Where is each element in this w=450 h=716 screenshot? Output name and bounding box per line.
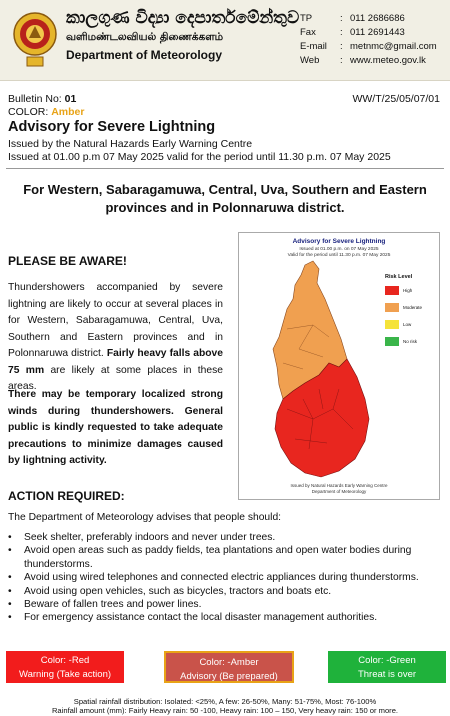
action-heading: ACTION REQUIRED: bbox=[8, 489, 125, 503]
contact-block bbox=[300, 12, 437, 68]
map-legend bbox=[385, 274, 435, 354]
color-value: Amber bbox=[51, 106, 85, 118]
national-emblem-icon bbox=[12, 8, 58, 70]
wind-warning-paragraph: There may be temporary localized strong winds during thundershowers. General public is kindly requested to take adequate precautions to minimize damages caused by lightning activity. bbox=[8, 389, 223, 466]
list-item: • Beware of fallen trees and power lines. bbox=[8, 598, 446, 611]
bulletin-reference: WW/T/25/05/07/01 bbox=[352, 93, 440, 105]
legend-item-high: High bbox=[385, 286, 435, 295]
legend-item-moderate: Moderate bbox=[385, 303, 435, 312]
contact-value: 011 2686686 bbox=[350, 13, 405, 24]
risk-map bbox=[238, 232, 440, 500]
legend-title: Risk Level bbox=[385, 274, 413, 280]
legend-item-no-risk: No risk bbox=[385, 337, 435, 346]
department-name-sinhala: කාලගුණ විද්‍යා දෙපාර්තමේන්තුව bbox=[66, 8, 300, 28]
map-subtitle: Issued at 01.00 p.m. on 07 May 2025 Valid for the period until 11.30 p.m. 07 May 2025 bbox=[287, 247, 391, 258]
map-footer: Issued by Natural Hazards Early Warning Centre Department of Meteorology bbox=[290, 483, 388, 494]
action-intro: The Department of Meteorology advises that people should: bbox=[8, 512, 282, 523]
contact-value: 011 2691443 bbox=[350, 27, 405, 38]
list-item: • Avoid using wired telephones and connected electric appliances during thunderstorms. bbox=[8, 571, 446, 584]
department-name-tamil: வளிமண்டலவியல் திணைக்களம் bbox=[66, 31, 224, 43]
rainfall-emphasis: Fairly heavy falls above 75 mm bbox=[8, 348, 223, 376]
issued-line: Issued at 01.00 p.m 07 May 2025 valid for the period until 11.30 p.m. 07 May 2025 bbox=[8, 151, 391, 163]
color-code-red: Color: -Red Warning (Take action) bbox=[6, 651, 124, 683]
rainfall-amount-note: Rainfall amount (mm): Fairly Heavy rain: 50 -100, Heavy rain: 100 – 150, Very heavy rain: 150 or more. bbox=[51, 706, 399, 715]
email-link[interactable]: metnmc@gmail.com bbox=[350, 41, 437, 52]
website-link[interactable]: www.meteo.gov.lk bbox=[350, 55, 426, 66]
contact-key: Fax bbox=[300, 27, 316, 38]
rainfall-distribution-note: Spatial rainfall distribution: Isolated: <25%, A few: 26-50%, Many: 51-75%, Most: 76-100% bbox=[73, 697, 377, 706]
sri-lanka-map bbox=[243, 259, 387, 481]
legend-swatch bbox=[385, 320, 399, 329]
list-item: • Seek shelter, preferably indoors and never under trees. bbox=[8, 531, 446, 544]
department-name-english: Department of Meteorology bbox=[66, 48, 223, 62]
action-list bbox=[8, 531, 446, 625]
contact-row-email: E-mail : metnmc@gmail.com bbox=[300, 41, 437, 52]
color-code-green: Color: -Green Threat is over bbox=[328, 651, 446, 683]
legend-swatch bbox=[385, 286, 399, 295]
aware-heading: PLEASE BE AWARE! bbox=[8, 254, 127, 268]
list-item: • For emergency assistance contact the local disaster management authorities. bbox=[8, 611, 446, 624]
divider bbox=[6, 168, 444, 169]
advisory-paragraph: Thundershowers accompanied by severe lightning are likely to occur at several places in for Western, Sabaragamuwa, Central, Uva, Southern and Eastern provinces and in Polonnaruwa district. Fairly heavy falls above 75 mm are likely at some places in these areas. bbox=[8, 282, 223, 392]
contact-key: E-mail bbox=[300, 41, 327, 52]
bulletin-color: COLOR: Amber bbox=[8, 106, 85, 118]
list-item: • Avoid open areas such as paddy fields, tea plantations and open water bodies during thunderstorms. bbox=[8, 544, 446, 571]
list-item: • Avoid using open vehicles, such as bicycles, tractors and boats etc. bbox=[8, 585, 446, 598]
bulletin-number: Bulletin No: 01 bbox=[8, 93, 77, 105]
contact-key: Web bbox=[300, 55, 320, 66]
letterhead bbox=[0, 0, 450, 81]
legend-swatch bbox=[385, 303, 399, 312]
contact-row-phone: TP : 011 2686686 bbox=[300, 13, 405, 24]
contact-key: TP bbox=[300, 13, 313, 24]
map-title: Advisory for Severe Lightning bbox=[292, 238, 386, 245]
region-heading: For Western, Sabaragamuwa, Central, Uva, Southern and Eastern provinces and in Polonnaruwa district. bbox=[23, 182, 427, 215]
legend-swatch bbox=[385, 337, 399, 346]
color-code-amber: Color: -Amber Advisory (Be prepared) bbox=[164, 651, 294, 683]
contact-row-web: Web : www.meteo.gov.lk bbox=[300, 55, 426, 66]
legend-item-low: Low bbox=[385, 320, 435, 329]
advisory-title: Advisory for Severe Lightning bbox=[8, 119, 216, 135]
issuer-line: Issued by the Natural Hazards Early Warning Centre bbox=[8, 138, 253, 150]
contact-row-fax: Fax : 011 2691443 bbox=[300, 27, 405, 38]
